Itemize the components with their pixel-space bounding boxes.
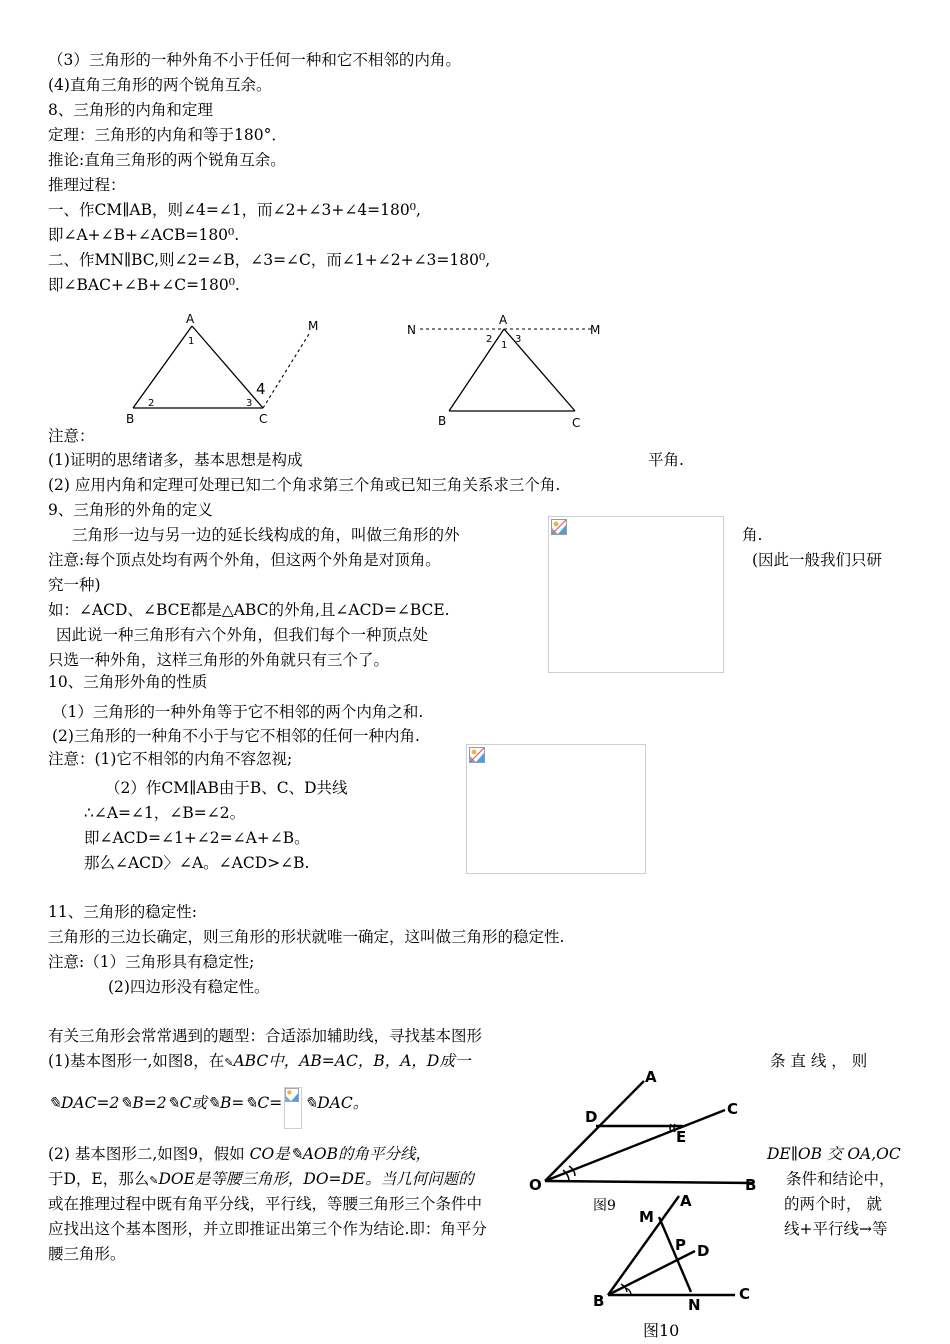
figure-caption: 图9 <box>593 1198 616 1214</box>
text-line: 线+平行线→等 <box>784 1220 888 1238</box>
triangle-figure-mn <box>402 308 612 433</box>
text-line: 有关三角形会常常遇到的题型：合适添加辅助线，寻找基本图形 <box>48 1027 483 1045</box>
text-line: 或在推理过程中既有角平分线，平行线，等腰三角形三个条件中 <box>48 1195 483 1213</box>
text-segment: ABC中，AB=AC，B，A，D成一 <box>233 1052 471 1070</box>
text-line: 三角形一边与另一边的延长线构成的角，叫做三角形的外 <box>72 526 460 544</box>
text-line: 条 直 线 ， 则 <box>770 1052 868 1070</box>
figure-10-angle-bisector <box>585 1186 760 1342</box>
angle-symbol-icon: ✎ <box>206 1094 220 1112</box>
text-line: 推论:直角三角形的两个锐角互余。 <box>48 151 286 169</box>
section-heading: 9、三角形的外角的定义 <box>48 501 213 519</box>
text-segment: C= <box>257 1094 283 1112</box>
section-heading: 10、三角形外角的性质 <box>48 673 208 691</box>
label-p: P <box>675 1236 686 1254</box>
text-line <box>48 1144 431 1164</box>
broken-image-icon <box>551 519 567 535</box>
text-line: (1)证明的思绪诸多，基本思想是构成 <box>48 451 303 469</box>
label-d: D <box>585 1108 598 1126</box>
section-heading: 11、三角形的稳定性: <box>48 903 197 921</box>
text-segment: AOB的角平分线， <box>302 1145 431 1163</box>
label-e: E <box>676 1128 687 1146</box>
text-line <box>48 1083 368 1125</box>
text-line: 注意:每个顶点处均有两个外角，但这两个外角是对顶角。 <box>48 551 441 569</box>
label-n: N <box>407 323 416 337</box>
angle-symbol-icon: ✎ <box>224 1056 234 1069</box>
text-segment: CO是 <box>249 1145 290 1163</box>
text-line: 推理过程： <box>48 176 126 194</box>
text-segment: DAC=2 <box>61 1094 120 1112</box>
angle-symbol-icon: ✎ <box>304 1094 318 1112</box>
section-heading: 8、三角形的内角和定理 <box>48 101 213 119</box>
angle-symbol-icon: ✎ <box>119 1094 133 1112</box>
text-segment: C或 <box>179 1094 207 1112</box>
label-b: B <box>745 1176 757 1194</box>
text-line: 角. <box>742 526 763 544</box>
text-line <box>48 1051 470 1073</box>
label-a: A <box>645 1068 657 1086</box>
text-line: 即∠BAC+∠B+∠C=180⁰. <box>48 276 240 294</box>
label-o: O <box>529 1176 542 1194</box>
angle-symbol-icon: ✎ <box>244 1094 258 1112</box>
text-line: 注意:（1）三角形具有稳定性; <box>48 953 255 971</box>
text-line: ∴∠A=∠1，∠B=∠2。 <box>84 804 246 822</box>
text-line: （1）三角形的一种外角等于它不相邻的两个内角之和. <box>52 703 424 721</box>
label-b: B <box>438 414 447 428</box>
label-n: N <box>688 1296 701 1314</box>
label-c: C <box>572 416 581 430</box>
label-4: 4 <box>256 380 266 398</box>
text-segment: 于D，E，那么 <box>48 1170 150 1188</box>
label-1: 1 <box>188 336 195 347</box>
text-line: 定理：三角形的内角和等于180°． <box>48 126 287 144</box>
text-line: 一、作CM∥AB，则∠4=∠1，而∠2+∠3+∠4=180⁰, <box>48 201 421 219</box>
text-line: 腰三角形。 <box>48 1245 126 1263</box>
label-m: M <box>308 319 319 333</box>
image-placeholder <box>548 516 724 673</box>
text-line: 的两个时， 就 <box>784 1195 882 1213</box>
label-2: 2 <box>148 398 155 409</box>
text-line: 究一种) <box>48 576 101 594</box>
label-c: C <box>739 1285 751 1303</box>
text-line: DE∥OB 交 OA,OC <box>767 1145 901 1163</box>
text-line: 平角. <box>648 451 684 469</box>
triangle-figure-cm <box>115 308 335 433</box>
broken-image-icon <box>285 1088 299 1102</box>
label-c: C <box>259 412 268 426</box>
text-segment: B= <box>219 1094 245 1112</box>
text-line: 那么∠ACD〉∠A。∠ACD>∠B. <box>84 854 310 872</box>
angle-symbol-icon: ✎ <box>289 1145 303 1163</box>
text-line: 注意： <box>48 427 95 445</box>
text-line: 注意：(1)它不相邻的内角不容忽视; <box>48 750 293 768</box>
text-segment: B=2 <box>132 1094 167 1112</box>
text-line: 只选一种外角，这样三角形的外角就只有三个了。 <box>48 651 390 669</box>
text-line: 即∠ACD=∠1+∠2=∠A+∠B。 <box>84 829 310 847</box>
text-segment: DOE是等腰三角形，DO=DE。当几何问题的 <box>158 1170 474 1188</box>
label-d: D <box>697 1242 710 1260</box>
image-placeholder <box>466 744 646 874</box>
label-b: B <box>126 412 135 426</box>
text-line: 如：∠ACD、∠BCE都是△ABC的外角,且∠ACD=∠BCE. <box>48 601 450 619</box>
text-segment: DAC。 <box>317 1094 369 1112</box>
figure-caption: 图10 <box>643 1321 680 1340</box>
broken-image-icon <box>469 747 485 763</box>
label-m: M <box>639 1208 654 1226</box>
text-line: 即∠A+∠B+∠ACB=180⁰. <box>48 226 240 244</box>
text-line: 三角形的三边长确定，则三角形的形状就唯一确定，这叫做三角形的稳定性. <box>48 928 565 946</box>
label-3: 3 <box>246 398 253 409</box>
label-1: 1 <box>501 340 508 351</box>
inline-image-placeholder <box>284 1087 302 1129</box>
text-segment: (1)基本图形一,如图8，在 <box>48 1052 225 1070</box>
text-line: 应找出这个基本图形，并立即推证出第三个作为结论.即：角平分 <box>48 1220 487 1238</box>
text-line: (2)四边形没有稳定性。 <box>108 978 270 996</box>
label-c: C <box>727 1100 739 1118</box>
label-a: A <box>680 1192 692 1210</box>
text-line: (因此一般我们只研 <box>752 551 883 569</box>
label-b: B <box>593 1292 605 1310</box>
label-a: A <box>186 312 195 326</box>
label-a: A <box>499 313 508 327</box>
text-line: （3）三角形的一种外角不小于任何一种和它不相邻的内角。 <box>48 51 461 69</box>
text-segment: (2) 基本图形二,如图9，假如 <box>48 1145 245 1163</box>
label-3: 3 <box>515 334 522 345</box>
text-line: 因此说一种三角形有六个外角，但我们每个一种顶点处 <box>56 626 429 644</box>
angle-symbol-icon: ✎ <box>166 1094 180 1112</box>
text-line: (2) 应用内角和定理可处理已知二个角求第三个角或已知三角关系求三个角. <box>48 476 561 494</box>
text-line <box>48 1169 474 1191</box>
text-line: (4)直角三角形的两个锐角互余。 <box>48 76 272 94</box>
angle-symbol-icon: ✎ <box>48 1094 61 1112</box>
text-line: (2)三角形的一种角不小于与它不相邻的任何一种内角. <box>52 727 420 745</box>
text-line: 条件和结论中， <box>786 1170 895 1188</box>
text-line: 二、作MN∥BC,则∠2=∠B，∠3=∠C，而∠1+∠2+∠3=180⁰, <box>48 251 491 269</box>
label-m: M <box>590 323 601 337</box>
label-2: 2 <box>486 334 493 345</box>
text-line: （2）作CM∥AB由于B、C、D共线 <box>105 779 348 797</box>
angle-symbol-icon: ✎ <box>149 1174 159 1187</box>
